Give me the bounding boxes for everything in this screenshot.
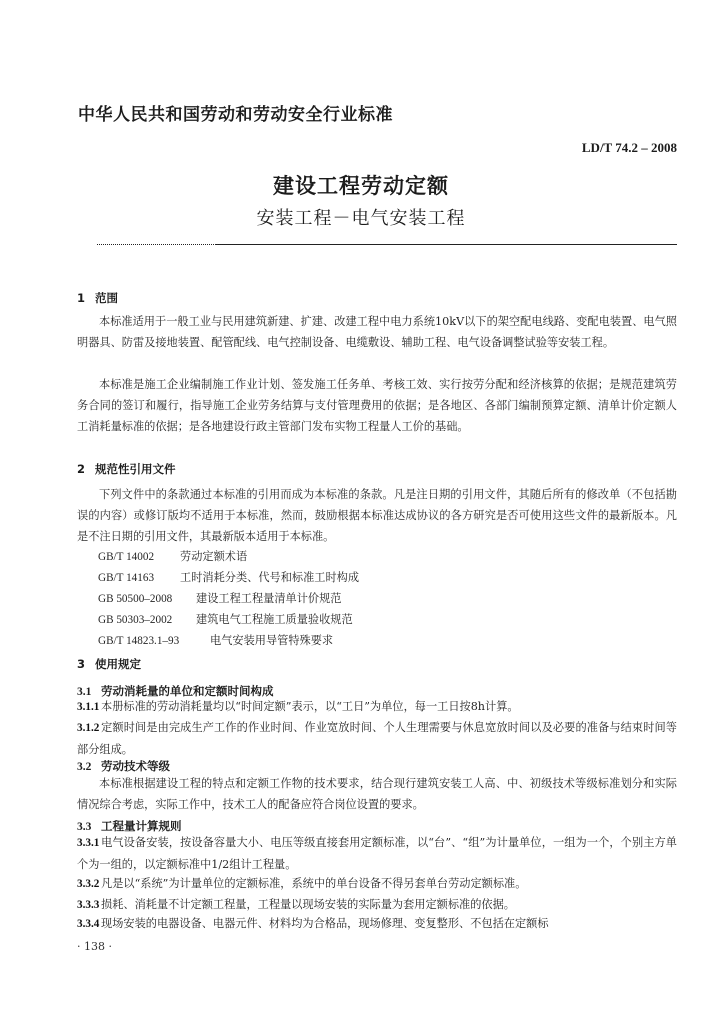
reference-item	[98, 611, 353, 627]
reference-name: 劳动定额术语	[180, 550, 248, 563]
clause-3-1-1	[77, 696, 677, 718]
section-title: 范围	[95, 291, 118, 305]
section-title: 使用规定	[95, 657, 141, 671]
section-number: 1	[77, 291, 86, 305]
clause-number: 3.3.1	[77, 837, 100, 849]
section-number: 3	[77, 657, 86, 671]
clause-3-3-4	[77, 913, 677, 934]
header-divider	[95, 244, 677, 245]
section-1-paragraph-2: 本标准是施工企业编制施工作业计划、签发施工任务单、考核工效、实行按劳分配和经济核算的依据；是规范建筑劳务合同的签订和履行，指导施工企业劳务结算与支付管理费用的依据；是各地区、各部门编制预算定额、清单计价定额人工消耗量标准的依据；是各地建设行政主管部门发布实物工程量人工价的基础。	[77, 378, 677, 433]
clause-text: 凡是以“系统”为计量单位的定额标准，系统中的单台设备不得另套单台劳动定额标准。	[101, 877, 527, 890]
subsection-title: 劳动消耗量的单位和定额时间构成	[101, 684, 274, 698]
subsection-title: 劳动技术等级	[101, 759, 170, 773]
reference-name: 电气安装用导管特殊要求	[210, 634, 334, 647]
reference-item	[98, 632, 333, 648]
clause-text: 现场安装的电器设备、电器元件、材料均为合格品，现场修理、变复整形、不包括在定额标	[101, 917, 549, 930]
clause-text: 本册标准的劳动消耗量均以“时间定额”表示，以“工日”为单位，每一工日按8h计算。	[101, 700, 519, 713]
reference-code: GB 50500–2008	[98, 593, 173, 605]
document-subtitle: 安装工程－电气安装工程	[256, 208, 466, 229]
subsection-3-2-paragraph: 本标准根据建设工程的特点和定额工作物的技术要求，结合现行建筑安装工人高、中、初级技术等级标准划分和实际情况综合考虑，实际工作中，技术工人的配备应符合岗位设置的要求。	[77, 777, 677, 811]
reference-code: GB 50303–2002	[98, 614, 173, 626]
reference-name: 建筑电气工程施工质量验收规范	[196, 613, 353, 626]
section-title: 规范性引用文件	[95, 462, 176, 476]
subsection-3-2-heading	[77, 758, 170, 774]
section-3-heading	[77, 656, 141, 672]
clause-3-1-2	[77, 717, 677, 760]
reference-item	[98, 569, 359, 585]
reference-item	[98, 590, 341, 606]
section-2-paragraph-1: 下列文件中的条款通过本标准的引用而成为本标准的条款。凡是注日期的引用文件，其随后所有的修改单（不包括勘误的内容）或修订版均不适用于本标准，然而，鼓励根据本标准达成协议的各方研究是否可使用这些文件的最新版本。凡是不注日期的引用文件，其最新版本适用于本标准。	[77, 488, 677, 543]
section-number: 2	[77, 462, 86, 476]
clause-number: 3.3.4	[77, 918, 100, 930]
reference-name: 工时消耗分类、代号和标准工时构成	[180, 571, 360, 584]
subsection-title: 工程量计算规则	[101, 819, 182, 833]
section-1-heading	[77, 290, 118, 306]
clause-number: 3.3.2	[77, 878, 100, 890]
reference-code: GB/T 14823.1–93	[98, 635, 180, 647]
subsection-number: 3.3	[77, 821, 92, 833]
clause-text: 电气设备安装，按设备容量大小、电压等级直接套用定额标准，以“台”、“组”为计量单位，一组为一个，个别主方单个为一组的，以定额标准中1/2组计工程量。	[77, 836, 677, 871]
reference-code: GB/T 14163	[98, 572, 155, 584]
standard-code: LD/T 74.2 – 2008	[581, 140, 677, 155]
reference-code: GB/T 14002	[98, 551, 155, 563]
industry-standard-heading: 中华人民共和国劳动和劳动安全行业标准	[78, 105, 393, 125]
reference-name: 建设工程工程量清单计价规范	[196, 592, 342, 605]
document-title: 建设工程劳动定额	[273, 174, 449, 198]
clause-3-3-1	[77, 832, 677, 875]
subsection-number: 3.2	[77, 761, 92, 773]
page-number: · 138 ·	[77, 940, 112, 953]
section-2-heading	[77, 461, 176, 477]
clause-text: 损耗、消耗量不计定额工程量，工程量以现场安装的实际量为套用定额标准的依据。	[101, 898, 515, 911]
clause-number: 3.1.1	[77, 701, 100, 713]
reference-item	[98, 548, 247, 564]
subsection-number: 3.1	[77, 686, 92, 698]
clause-3-3-2	[77, 873, 677, 895]
clause-text: 定额时间是由完成生产工作的作业时间、作业宽放时间、个人生理需要与休息宽放时间以及必要的准备与结束时间等部分组成。	[77, 721, 677, 756]
clause-number: 3.1.2	[77, 722, 100, 734]
clause-number: 3.3.3	[77, 899, 100, 911]
section-1-paragraph-1: 本标准适用于一般工业与民用建筑新建、扩建、改建工程中电力系统10kV以下的架空配电线路、变配电装置、电气照明器具、防雷及接地装置、配管配线、电气控制设备、电缆敷设、辅助工程、电气设备调整试验等安装工程。	[77, 315, 677, 349]
